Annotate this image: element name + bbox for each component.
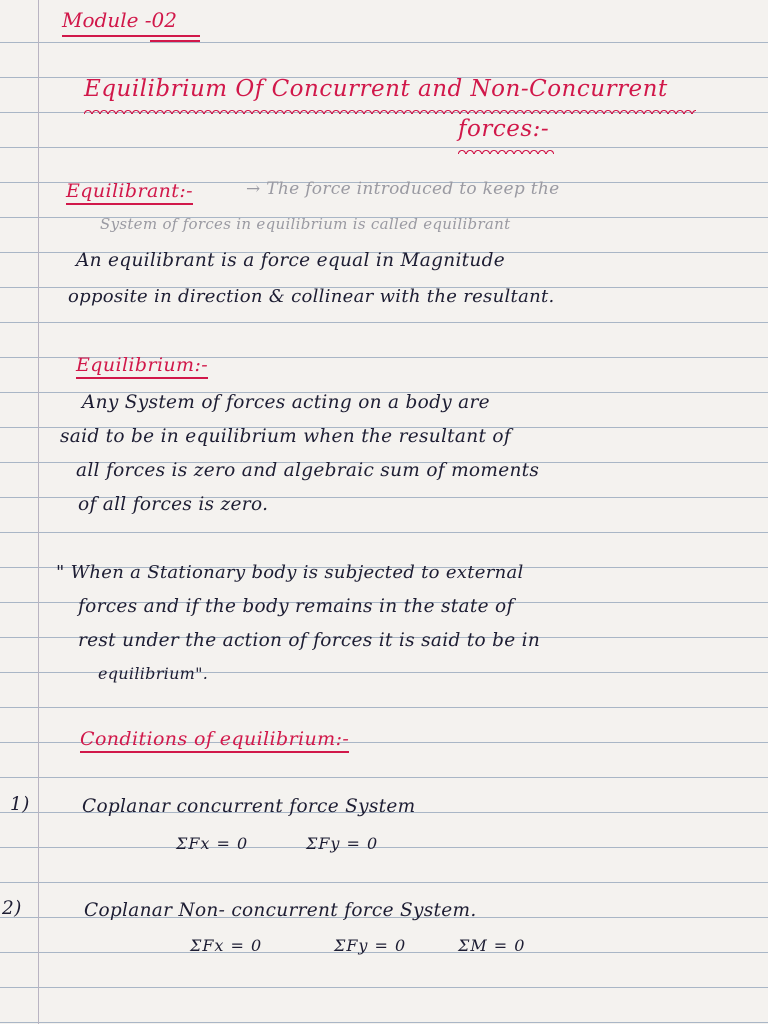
equilibrant-faded-line1: → The force introduced to keep the xyxy=(246,179,560,199)
equilibrium-line2: said to be in equilibrium when the resultant of xyxy=(60,426,511,447)
equilibrium-line1: Any System of forces acting on a body are xyxy=(82,392,490,413)
module-title: Module -02 xyxy=(62,8,177,32)
margin-line xyxy=(38,0,39,1024)
quote-line3: rest under the action of forces it is said to be in xyxy=(78,630,541,651)
condition-1-title: Coplanar concurrent force System xyxy=(82,796,416,817)
condition-1-eq-fy: ΣFy = 0 xyxy=(306,834,379,853)
condition-2-eq-fx: ΣFx = 0 xyxy=(190,936,263,955)
quote-line2: forces and if the body remains in the state of xyxy=(78,596,514,617)
condition-1-number: 1) xyxy=(10,794,30,815)
condition-2-eq-m: ΣM = 0 xyxy=(458,936,526,955)
conditions-heading: Conditions of equilibrium:- xyxy=(80,728,349,753)
quote-line1: " When a Stationary body is subjected to external xyxy=(56,562,524,583)
module-underline xyxy=(62,35,200,37)
main-heading-line2: forces:- xyxy=(458,116,550,142)
main-heading-line2-squiggle xyxy=(458,148,554,154)
main-heading-squiggle xyxy=(84,108,696,114)
equilibrium-line3: all forces is zero and algebraic sum of moments xyxy=(76,460,540,481)
equilibrant-heading: Equilibrant:- xyxy=(66,180,193,205)
equilibrant-line2: opposite in direction & collinear with the resultant. xyxy=(68,286,555,307)
condition-1-eq-fx: ΣFx = 0 xyxy=(176,834,249,853)
module-underline-2 xyxy=(150,40,200,42)
equilibrium-line4: of all forces is zero. xyxy=(78,494,269,515)
condition-2-title: Coplanar Non- concurrent force System. xyxy=(84,900,477,921)
equilibrant-line1: An equilibrant is a force equal in Magnitude xyxy=(76,250,506,271)
quote-line4: equilibrium". xyxy=(98,664,209,683)
equilibrant-faded-line2: System of forces in equilibrium is called equilibrant xyxy=(100,215,511,233)
condition-2-number: 2) xyxy=(2,898,22,919)
condition-2-eq-fy: ΣFy = 0 xyxy=(334,936,407,955)
main-heading: Equilibrium Of Concurrent and Non-Concurrent xyxy=(84,76,668,102)
equilibrium-heading: Equilibrium:- xyxy=(76,354,208,379)
